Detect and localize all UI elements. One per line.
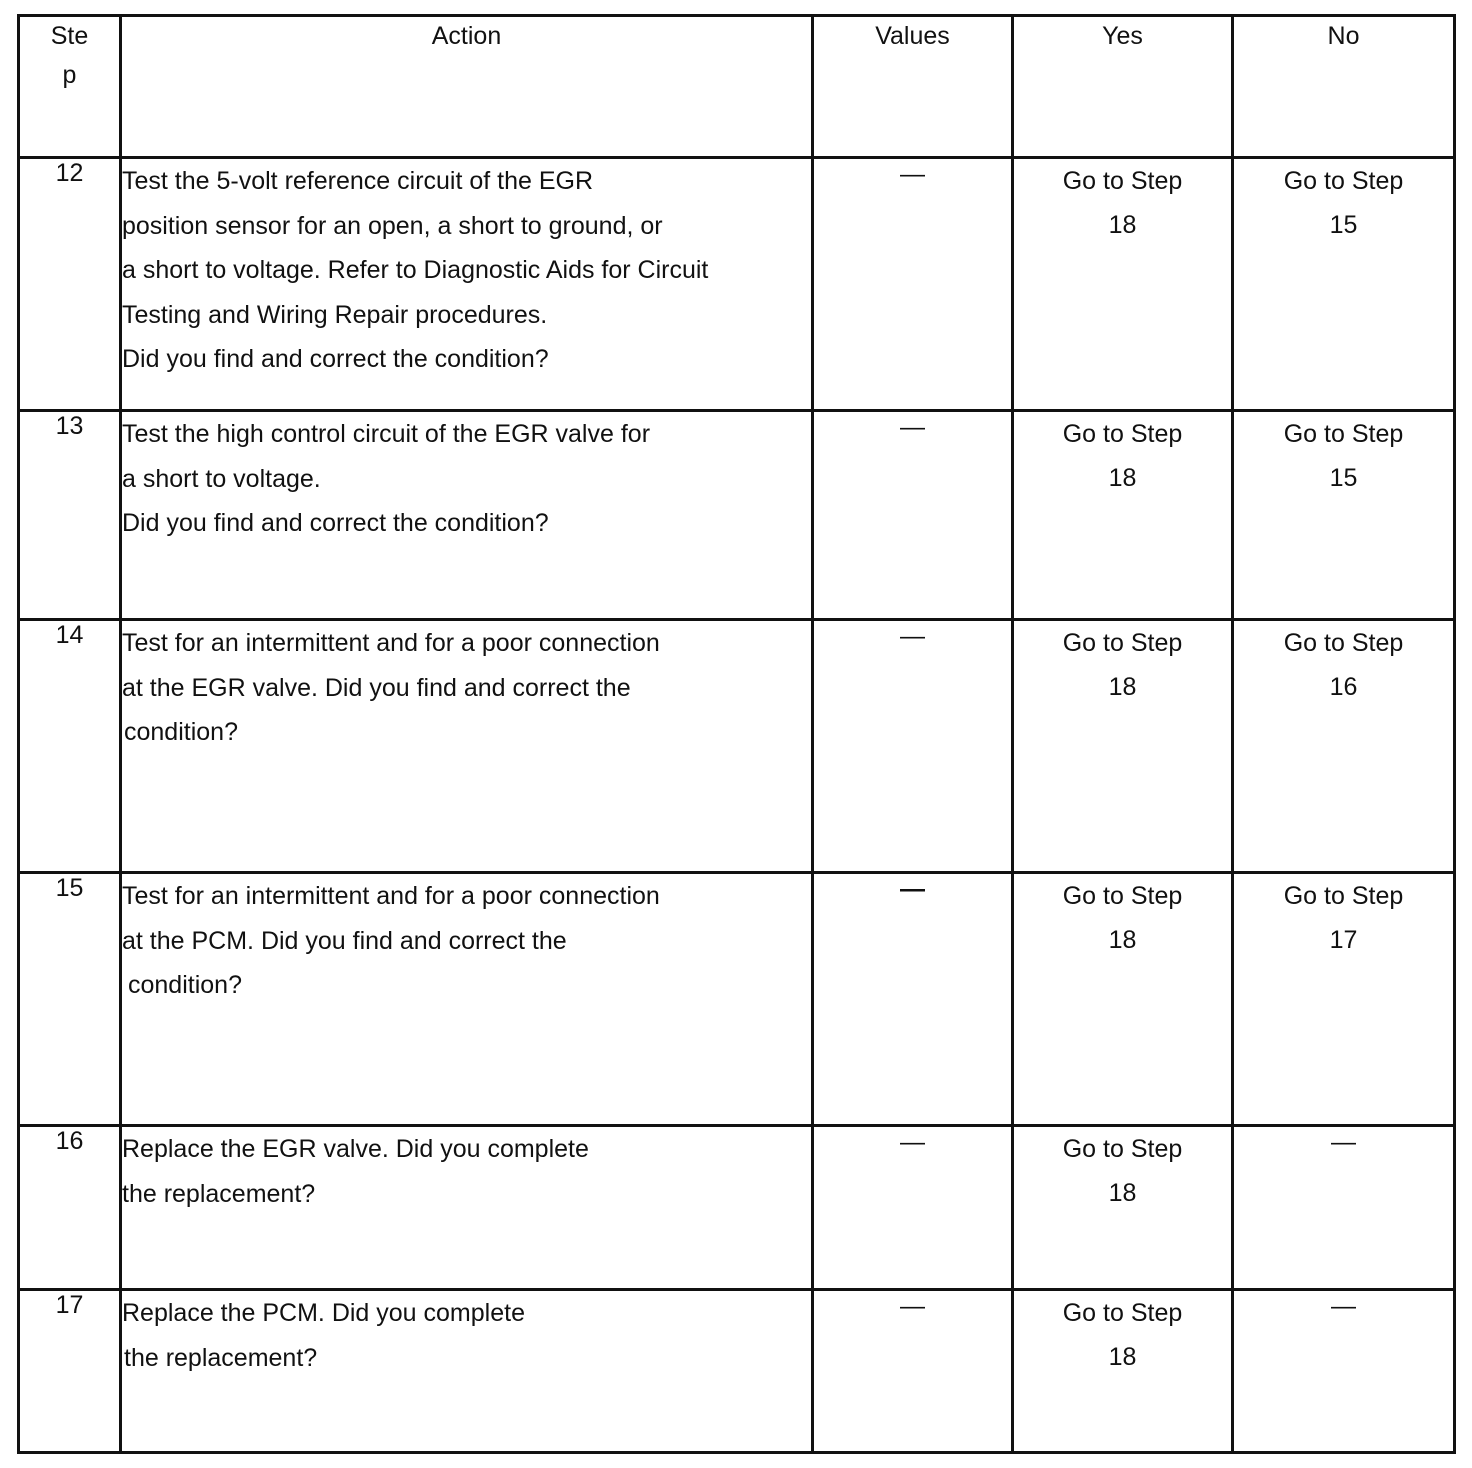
table-row — [19, 620, 1455, 873]
values-cell — [813, 1126, 1013, 1290]
values-dash: — — [900, 875, 925, 903]
action-line: Test the 5-volt reference circuit of the EGR — [122, 167, 594, 195]
no-goto-step: 16 — [1329, 673, 1358, 701]
action-line: the replacement? — [124, 1343, 318, 1372]
yes-goto-step: 18 — [1108, 1179, 1137, 1207]
action-line: Test for an intermittent and for a poor connection — [122, 629, 660, 657]
values-cell — [813, 1290, 1013, 1453]
yes-cell — [1013, 411, 1233, 620]
no-cell — [1233, 873, 1455, 1126]
no-goto-step: 17 — [1329, 926, 1358, 954]
no-cell — [1233, 620, 1455, 873]
values-cell — [813, 620, 1013, 873]
action-line: Replace the EGR valve. Did you complete — [122, 1135, 589, 1163]
step-number: 13 — [19, 411, 121, 620]
yes-cell — [1013, 1290, 1233, 1453]
action-text — [121, 1126, 813, 1290]
header-step: Step — [19, 16, 121, 158]
no-goto-label: Go to Step — [1283, 882, 1404, 910]
action-text — [121, 873, 813, 1126]
action-line: condition? — [124, 718, 238, 746]
no-goto-step: 15 — [1329, 211, 1358, 239]
header-no: No — [1233, 16, 1455, 158]
yes-goto-label: Go to Step — [1062, 167, 1183, 195]
no-cell — [1233, 1126, 1455, 1290]
values-dash: — — [900, 622, 925, 650]
values-cell — [813, 873, 1013, 1126]
header-values: Values — [813, 16, 1013, 158]
action-line: Did you find and correct the condition? — [122, 509, 549, 537]
action-line: position sensor for an open, a short to ground, or — [122, 211, 663, 240]
yes-goto-label: Go to Step — [1062, 629, 1183, 657]
values-dash: — — [900, 160, 925, 188]
action-line: a short to voltage. — [122, 464, 321, 493]
step-number: 12 — [19, 158, 121, 411]
header-action: Action — [121, 16, 813, 158]
yes-cell — [1013, 620, 1233, 873]
yes-cell — [1013, 1126, 1233, 1290]
table-row — [19, 411, 1455, 620]
action-line: a short to voltage. Refer to Diagnostic Aids for Circuit — [122, 256, 709, 284]
yes-goto-step: 18 — [1108, 926, 1137, 954]
yes-cell — [1013, 158, 1233, 411]
step-number: 17 — [19, 1290, 121, 1453]
no-cell — [1233, 158, 1455, 411]
values-dash: — — [900, 1128, 925, 1156]
yes-goto-step: 18 — [1108, 211, 1137, 239]
step-number: 14 — [19, 620, 121, 873]
no-goto-label: Go to Step — [1283, 420, 1404, 448]
no-cell — [1233, 1290, 1455, 1453]
yes-cell — [1013, 873, 1233, 1126]
table-row — [19, 1126, 1455, 1290]
action-line: Did you find and correct the condition? — [122, 345, 549, 373]
action-text — [121, 411, 813, 620]
yes-goto-step: 18 — [1108, 464, 1137, 492]
action-text — [121, 1290, 813, 1453]
action-line: condition? — [128, 971, 242, 999]
action-line: Testing and Wiring Repair procedures. — [122, 300, 548, 329]
no-goto-label: Go to Step — [1283, 167, 1404, 195]
action-line: Test the high control circuit of the EGR valve for — [122, 420, 651, 448]
yes-goto-label: Go to Step — [1062, 1299, 1183, 1327]
no-cell — [1233, 411, 1455, 620]
values-cell — [813, 158, 1013, 411]
values-dash: — — [900, 413, 925, 441]
action-line: Test for an intermittent and for a poor connection — [122, 882, 660, 910]
action-line: Replace the PCM. Did you complete — [122, 1299, 525, 1327]
action-text — [121, 620, 813, 873]
yes-goto-label: Go to Step — [1062, 1135, 1183, 1163]
table-row — [19, 873, 1455, 1126]
action-line: at the EGR valve. Did you find and correct the — [122, 673, 631, 702]
header-yes: Yes — [1013, 16, 1233, 158]
diagnostic-steps-table — [17, 14, 1456, 1454]
no-dash: — — [1331, 1128, 1356, 1156]
action-line: the replacement? — [122, 1179, 316, 1208]
yes-goto-label: Go to Step — [1062, 882, 1183, 910]
step-number: 15 — [19, 873, 121, 1126]
no-goto-step: 15 — [1329, 464, 1358, 492]
no-goto-label: Go to Step — [1283, 629, 1404, 657]
action-text — [121, 158, 813, 411]
table-row — [19, 1290, 1455, 1453]
yes-goto-label: Go to Step — [1062, 420, 1183, 448]
table-header-row — [19, 16, 1455, 158]
values-dash: — — [900, 1292, 925, 1320]
no-dash: — — [1331, 1292, 1356, 1320]
yes-goto-step: 18 — [1108, 673, 1137, 701]
values-cell — [813, 411, 1013, 620]
table-row — [19, 158, 1455, 411]
action-line: at the PCM. Did you find and correct the — [122, 926, 567, 955]
step-number: 16 — [19, 1126, 121, 1290]
yes-goto-step: 18 — [1108, 1343, 1137, 1371]
